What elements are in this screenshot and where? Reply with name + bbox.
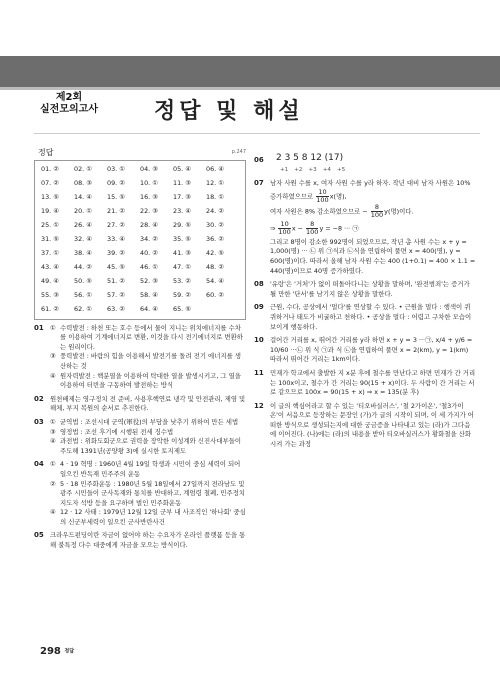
question-body: 걸어간 거리를 x, 뛰어간 거리를 y라 하면 x + y = 3 ···㉠, x/4 + y/6 = 10/60 ···㉡ 위 식 ㉠과 식 ㉡을 연립하여 풀면 x = 2(km), y = 1(km) 따라서 뛰어간 거리는 1km이다. <box>270 336 473 364</box>
answer-cell: 03. ① <box>107 164 125 173</box>
page-number-tag: 정답 <box>64 648 75 655</box>
q06-diff: +4 <box>322 166 331 173</box>
answer-cell: 51. ② <box>107 276 125 285</box>
answer-cell: 29. ⑤ <box>173 220 191 229</box>
answer-cell: 22. ③ <box>140 206 158 215</box>
q06-diff: +5 <box>337 166 346 173</box>
eq-frac-b-num: 8 <box>306 221 318 229</box>
question-number: 04 <box>34 460 44 469</box>
question-explanation <box>254 369 476 398</box>
item-text: 영정법 : 조선 후기에 시행된 전세 징수법 <box>60 427 174 436</box>
item-text: 수력발전 : 하천 또는 호수 등에서 물이 지니는 위치에너지를 수차를 이용하여 기계에너지로 변환, 이것을 다시 전기에너지로 변환하는 원리이다. <box>60 323 243 351</box>
answer-cell: 05. ④ <box>173 164 191 173</box>
answer-cell: 62. ① <box>74 304 92 313</box>
q07-equation: ⇒ $\frac{10}{100}$ x − $\frac{8}{100}$ y = −8 ··· ㉠ <box>270 219 359 236</box>
question-number: 05 <box>34 531 44 540</box>
answer-cell: 55. ③ <box>41 290 59 299</box>
frac-b-num: 8 <box>371 204 383 212</box>
question-number: 02 <box>34 394 44 403</box>
answer-cell: 42. ⑤ <box>206 248 224 257</box>
item-text: 12 · 12 사태 : 1979년 12월 12일 군부 내 사조직인 '하나회' 중심의 신군부세력이 일으킨 군사반란사건 <box>60 508 246 526</box>
answer-cell: 12. ① <box>206 178 224 187</box>
question-explanation <box>34 324 246 391</box>
q07-frac-b <box>371 204 383 219</box>
answer-cell: 31. ⑤ <box>41 234 59 243</box>
answer-cell: 15. ⑤ <box>107 192 125 201</box>
answer-cell: 14. ④ <box>74 192 92 201</box>
answer-cell: 41. ③ <box>173 248 191 257</box>
question-number: 03 <box>34 417 44 426</box>
eq-frac-b-den: 100 <box>306 227 319 236</box>
eq-frac-a-den: 100 <box>278 227 291 236</box>
question-body: 근원, 수다, 공상에서 '멀다'를 연상할 수 있다. • 근원을 멀다 : 행색이 퀴퀴하거나 태도가 비굴하고 천하다. • 공상을 멀다 : 어렴고 구차한 모습이 보이게 행동하다. <box>270 303 472 331</box>
page-number-value: 298 <box>40 646 61 657</box>
frac-b-den: 100 <box>370 210 384 219</box>
item-mark: ① <box>50 460 56 469</box>
answer-cell: 35. ⑤ <box>173 234 191 243</box>
item-text: 5 · 18 민주화운동 : 1980년 5월 18일에서 27일까지 전라남도 및 광주 시민들이 군사독재와 통치를 반대하고, 계엄령 철폐, 민주정치 지도자 석방 등을 요구하며 벌인 민주화운동 <box>60 479 245 507</box>
left-explanations <box>34 324 246 551</box>
answer-cell: 24. ② <box>206 206 224 215</box>
item-text: 원자력발전 : 핵분열을 이용하여 탁대한 열을 발생시키고, 그 열을 이용하여 터빈을 구동하여 발전하는 방식 <box>60 371 241 390</box>
answer-cell: 25. ① <box>41 220 59 229</box>
answer-cell: 50. ⑤ <box>74 276 92 285</box>
answer-cell: 01. ② <box>41 164 59 173</box>
question-explanation <box>34 418 246 456</box>
q07-number: 07 <box>254 179 264 188</box>
q07-line2: 여자 사원은 8% 감소하였으므로 − <box>270 207 368 216</box>
question-body: 이 글의 핵심어라고 할 수 있는 '티오바실러스', '철 2가이온', '철3가이온'이 서음으로 등장하는 문장인 (가)가 글의 시작이 되며, 이 세 가지가 어떠한 방식으로 생성되는지에 대한 궁금증을 나타내고 있는 (라)가 그다음에 이어진다. (나)에는 (라)의 내용을 받아 티오바실러스가 황화철을 산화시켜 가는 과정 <box>270 401 474 449</box>
explanation-item <box>50 324 246 353</box>
answer-cell: 63. ② <box>107 304 125 313</box>
answer-cell: 16. ③ <box>140 192 158 201</box>
page-number <box>40 646 74 657</box>
q06-differences <box>280 166 476 176</box>
frac-a-tail: x(명), <box>329 192 347 201</box>
answer-cell: 47. ① <box>173 262 191 271</box>
question-explanation <box>254 303 476 332</box>
answer-cell: 40. ② <box>140 248 158 257</box>
question-explanation <box>254 402 476 450</box>
answer-cell: 18. ① <box>206 192 224 201</box>
item-text: 풍력발전 : 바람의 힘을 이용해서 발전기를 돌려 전기 에너지를 생산하는 것 <box>60 352 241 370</box>
item-mark: ④ <box>50 371 56 380</box>
answer-cell: 21. ② <box>107 206 125 215</box>
answer-cell: 19. ④ <box>41 206 59 215</box>
q07-rest: 그리고 8명이 감소한 992명이 되었으므로, 작년 총 사원 수는 x + y = 1,000(명) ··· ㉡ 위 ㉠식과 ㉡식을 연립하여 풀면 x = 400(명), y = 600(명)이다. 따라서 올해 남자 사원 수는 400 (1+0.1) = 400 × 1.1 = 440(명)이므로 40명 증가하였다. <box>270 237 476 275</box>
item-mark: ① <box>50 323 56 332</box>
question-body <box>50 418 246 456</box>
page-title: 정답 및 해설 <box>154 99 304 124</box>
item-text: 4 · 19 혁명 : 1960년 4월 19일 학생과 시민이 중심 세력이 되어 일으킨 반독재 민주주의 운동 <box>60 460 241 478</box>
answer-cell: 44. ② <box>74 262 92 271</box>
question-explanation <box>34 460 246 527</box>
question-body: '유랑'은 '거처'가 없이 떠돌아다니는 상황을 말하며, '완전범죄'는 증거가 될 만한 '단서'를 남기지 않은 상황을 말한다. <box>270 280 470 298</box>
title-area <box>34 92 480 128</box>
chapter-name: 실전모의고사 <box>40 104 98 115</box>
answer-cell: 48. ② <box>206 262 224 271</box>
answer-cell: 32. ④ <box>74 234 92 243</box>
question-number: 08 <box>254 280 264 289</box>
answer-cell: 53. ② <box>173 276 191 285</box>
q06 <box>254 154 476 166</box>
answer-cell: 02. ① <box>74 164 92 173</box>
q07 <box>254 179 476 276</box>
explanation-item <box>50 418 246 428</box>
answer-cell: 10. ① <box>140 178 158 187</box>
answer-cell: 57. ② <box>107 290 125 299</box>
answer-cell: 43. ④ <box>41 262 59 271</box>
eq-frac-a-num: 10 <box>278 221 290 229</box>
q06-diff: +1 <box>280 166 289 173</box>
answer-cell: 30. ② <box>206 220 224 229</box>
answer-cell: 23. ④ <box>173 206 191 215</box>
answer-cell: 59. ② <box>173 290 191 299</box>
q07-intro: 남자 사원 수를 x, 여자 사원 수를 y라 하자. 작년 대비 남자 사원은 10% 증가하였으므로 <box>270 179 471 201</box>
q07-frac-a <box>316 189 328 204</box>
answer-cell: 20. ① <box>74 206 92 215</box>
question-number: 12 <box>254 401 264 410</box>
answer-cell: 08. ③ <box>74 178 92 187</box>
answer-cell: 54. ④ <box>206 276 224 285</box>
q06-diff: +3 <box>308 166 317 173</box>
title-divider <box>34 133 480 134</box>
answer-cell: 60. ② <box>206 290 224 299</box>
item-text: 균역법 : 조선시대 군역(軍役)의 부담을 낮추기 위하여 만든 세법 <box>60 417 239 426</box>
answer-cell: 56. ① <box>74 290 92 299</box>
header-stripe <box>0 87 500 90</box>
chapter-label <box>34 92 104 116</box>
answer-cell: 46. ① <box>140 262 158 271</box>
chapter-number: 제2회 <box>55 92 83 103</box>
q07-body <box>270 179 476 276</box>
explanation-item <box>50 372 246 391</box>
answer-cell: 17. ③ <box>173 192 191 201</box>
answer-cell: 26. ④ <box>74 220 92 229</box>
q06-diff: +2 <box>294 166 303 173</box>
q06-number: 06 <box>254 156 264 164</box>
question-explanation <box>34 395 246 414</box>
explanation-item <box>50 460 246 479</box>
answer-cell: 07. ② <box>41 178 59 187</box>
question-explanation <box>254 336 476 365</box>
item-mark: ① <box>50 417 56 426</box>
item-text: 과전법 : 위화도회군으로 권력을 장악한 이성계와 신진사대부들이 주도해 1391년(공양왕 3)에 실시한 토지제도 <box>60 437 242 455</box>
question-body <box>50 324 246 391</box>
answer-cell: 45. ⑤ <box>107 262 125 271</box>
question-number: 01 <box>34 323 44 332</box>
answer-cell: 13. ⑤ <box>41 192 59 201</box>
explanation-item <box>50 428 246 438</box>
answer-cell: 49. ④ <box>41 276 59 285</box>
question-number: 10 <box>254 336 264 345</box>
explanation-item <box>50 508 246 527</box>
explanation-item <box>50 352 246 371</box>
question-body: 크라우드펀딩이란 자금이 없어야 하는 수요자가 온라인 플랫폼 등을 통해 불특정 다수 대중에게 자금을 모으는 방식이다. <box>50 531 246 550</box>
item-mark: ③ <box>50 427 56 436</box>
eq-tail: y = −8 ··· ㉠ <box>319 224 359 233</box>
question-body: 원천배제는 영구정치 전 준비, 사용후핵연료 냉각 및 안전관리, 제염 및 해체, 부지 복원의 순서로 추진한다. <box>50 394 246 413</box>
answer-cell: 61. ② <box>41 304 59 313</box>
question-explanation <box>254 280 476 299</box>
answer-cell: 04. ③ <box>140 164 158 173</box>
frac-a-den: 100 <box>316 195 329 204</box>
frac-a-num: 10 <box>316 189 328 197</box>
q06-sequence: 2 3 5 8 12 (17) <box>276 153 344 163</box>
answer-cell: 33. ④ <box>107 234 125 243</box>
answer-label: 정답 <box>38 148 54 157</box>
question-number: 09 <box>254 303 264 312</box>
answer-cell: 37. ① <box>41 248 59 257</box>
answer-cell: 09. ② <box>107 178 125 187</box>
answer-grid <box>34 160 246 320</box>
answer-header <box>38 148 246 158</box>
answer-cell: 06. ④ <box>206 164 224 173</box>
item-mark: ② <box>50 479 56 488</box>
answer-cell: 28. ④ <box>140 220 158 229</box>
header-band <box>0 56 500 90</box>
answer-cell: 58. ④ <box>140 290 158 299</box>
explanation-item <box>50 437 246 456</box>
answer-cell: 27. ② <box>107 220 125 229</box>
right-column <box>254 140 476 450</box>
answer-cell: 34. ② <box>140 234 158 243</box>
answer-page-ref: p.247 <box>231 149 246 155</box>
question-body: 민재가 학교에서 출발한 지 x분 후에 철수를 만난다고 하면 민재가 간 거리는 100x이고, 철수가 간 거리는 90(15 + x)이다. 두 사람이 간 거리는 서로 같으므로 100x = 90(15 + x) ⇒ x = 135(분 후) <box>270 368 476 397</box>
answer-cell: 52. ③ <box>140 276 158 285</box>
item-mark: ④ <box>50 508 56 517</box>
answer-cell: 11. ③ <box>173 178 191 187</box>
item-mark: ③ <box>50 352 56 361</box>
answer-cell: 65. ⑤ <box>173 304 191 313</box>
question-explanation <box>34 531 246 550</box>
answer-cell: 38. ④ <box>74 248 92 257</box>
answer-cell: 39. ② <box>107 248 125 257</box>
question-body <box>50 460 246 527</box>
answer-cell: 36. ② <box>206 234 224 243</box>
item-mark: ④ <box>50 437 56 446</box>
frac-b-tail: y(명)이다. <box>384 207 414 216</box>
left-column <box>34 140 246 551</box>
explanation-item <box>50 480 246 509</box>
question-number: 11 <box>254 368 264 377</box>
right-explanations <box>254 280 476 450</box>
answer-cell: 64. ④ <box>140 304 158 313</box>
